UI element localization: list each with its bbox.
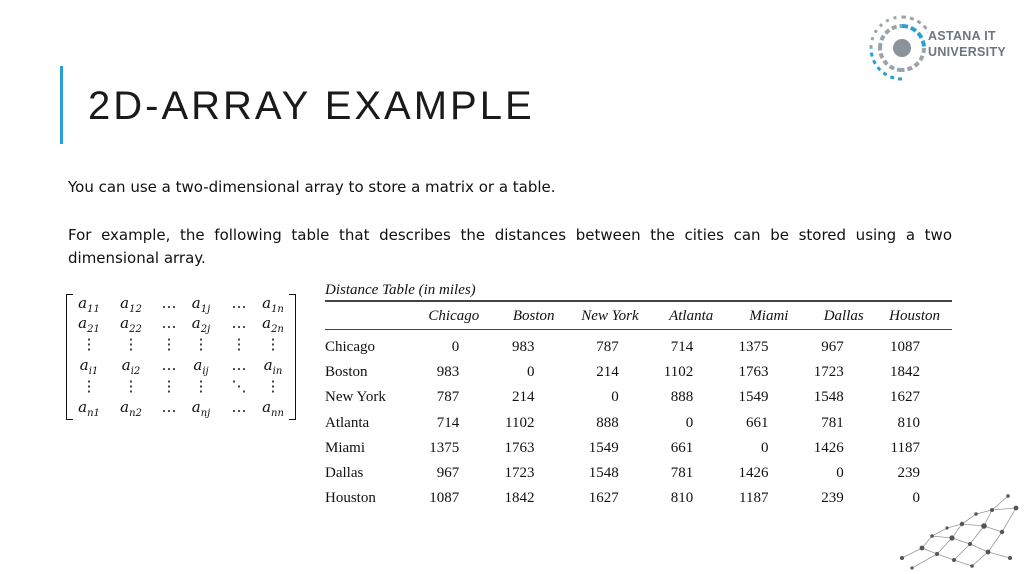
distance-cell: 1627 — [890, 389, 920, 406]
matrix-right-bracket — [289, 294, 296, 420]
table-top-rule — [325, 300, 952, 302]
matrix-cell: ⋮ — [161, 335, 177, 353]
distance-cell: 0 — [912, 490, 920, 507]
distance-cell: 1187 — [890, 439, 920, 456]
distance-cell: 0 — [685, 414, 694, 431]
distance-cell: 1549 — [738, 389, 769, 406]
table-row — [325, 385, 952, 410]
table-row — [325, 411, 952, 436]
distance-table — [325, 305, 952, 511]
matrix-cell: ⋮ — [81, 377, 97, 395]
distance-cell: 983 — [511, 339, 535, 356]
matrix-cell: $a_{11}$ — [78, 294, 100, 315]
distance-cell: 1426 — [738, 465, 769, 482]
matrix-cell: ⋮ — [265, 377, 281, 395]
matrix-cell: $a_{ij}$ — [193, 356, 209, 377]
table-row — [325, 486, 952, 511]
distance-cell: 1548 — [588, 465, 619, 482]
matrix-cell: ⋮ — [161, 377, 177, 395]
matrix-cell: $a_{nn}$ — [262, 398, 284, 419]
header-cell: New York — [581, 307, 639, 324]
distance-cell: 1087 — [429, 490, 460, 507]
matrix-cell: … — [231, 356, 247, 374]
distance-cell: 810 — [670, 490, 694, 507]
matrix-cell: ⋮ — [231, 335, 247, 353]
network-decoration-icon — [892, 488, 1022, 572]
row-city-label: Miami — [325, 439, 365, 456]
matrix-cell: ⋮ — [193, 335, 209, 353]
matrix-cell: $a_{1j}$ — [191, 294, 211, 315]
matrix-cell: $a_{i2}$ — [121, 356, 141, 377]
distance-cell: 239 — [897, 465, 920, 482]
university-logo — [866, 8, 1016, 86]
table-row — [325, 327, 952, 360]
distance-cell: 714 — [670, 339, 694, 356]
distance-cell: 1842 — [890, 364, 920, 381]
row-city-label: Boston — [325, 364, 368, 381]
matrix-cell: $a_{22}$ — [120, 314, 142, 335]
distance-cell: 781 — [670, 465, 694, 482]
generic-matrix — [66, 294, 296, 420]
matrix-cell: … — [161, 356, 177, 374]
table-row — [325, 461, 952, 486]
header-cell — [325, 305, 415, 327]
distance-cell: 1426 — [813, 439, 844, 456]
distance-cell: 787 — [596, 339, 619, 356]
distance-cell: 1842 — [504, 490, 535, 507]
logo-line2: UNIVERSITY — [928, 45, 1007, 59]
intro-text: You can use a two-dimensional array to store a matrix or a table. — [68, 178, 556, 196]
header-cell: Miami — [749, 307, 789, 324]
matrix-cell: … — [231, 314, 247, 332]
distance-cell: 888 — [670, 389, 694, 406]
distance-cell: 0 — [760, 439, 769, 456]
distance-cell: 0 — [611, 389, 619, 406]
distance-cell: 888 — [596, 414, 619, 431]
matrix-cell: … — [161, 314, 177, 332]
matrix-cell: ⋮ — [265, 335, 281, 353]
distance-cell: 661 — [745, 414, 769, 431]
distance-cell: 714 — [436, 414, 460, 431]
matrix-cell: … — [231, 294, 247, 312]
distance-cell: 0 — [526, 364, 535, 381]
distance-cell: 1187 — [739, 490, 769, 507]
distance-cell: 781 — [821, 414, 844, 431]
matrix-cell: $a_{2j}$ — [191, 314, 211, 335]
matrix-cell: $a_{21}$ — [78, 314, 100, 335]
distance-cell: 214 — [511, 389, 535, 406]
header-cell: Houston — [889, 307, 940, 324]
header-cell: Atlanta — [669, 307, 714, 324]
matrix-cell: ⋮ — [193, 377, 209, 395]
distance-cell: 1723 — [813, 364, 844, 381]
matrix-cell: $a_{2n}$ — [262, 314, 284, 335]
matrix-cell: $a_{nj}$ — [191, 398, 211, 419]
row-city-label: Dallas — [325, 465, 364, 482]
distance-cell: 1087 — [890, 339, 920, 356]
distance-cell: 239 — [821, 490, 844, 507]
distance-cell: 1627 — [588, 490, 619, 507]
distance-cell: 983 — [436, 364, 460, 381]
distance-cell: 967 — [436, 465, 460, 482]
distance-cell: 1102 — [505, 414, 535, 431]
distance-cell: 967 — [821, 339, 844, 356]
row-city-label: Atlanta — [325, 414, 370, 431]
row-city-label: Chicago — [325, 339, 375, 356]
table-row — [325, 360, 952, 385]
distance-cell: 1102 — [663, 364, 694, 381]
logo-emblem-icon — [866, 8, 928, 86]
matrix-cell: $a_{in}$ — [263, 356, 283, 377]
distance-cell: 787 — [436, 389, 460, 406]
distance-cell: 1375 — [429, 439, 460, 456]
body-paragraph: For example, the following table that describes the distances between the cities can be stored using a two dimensional array. — [68, 226, 952, 267]
logo-text — [928, 28, 1006, 60]
matrix-cell: ⋱ — [231, 377, 247, 395]
matrix-cell: $a_{i1}$ — [79, 356, 99, 377]
matrix-cell: $a_{12}$ — [120, 294, 142, 315]
distance-cell: 1549 — [588, 439, 619, 456]
distance-cell: 1375 — [738, 339, 769, 356]
distance-cell: 0 — [451, 339, 460, 356]
header-cell: Chicago — [428, 307, 480, 324]
distance-cell: 1723 — [504, 465, 535, 482]
distance-cell: 661 — [670, 439, 694, 456]
matrix-cell: $a_{n2}$ — [120, 398, 142, 419]
matrix-cell: … — [231, 398, 247, 416]
table-caption: Distance Table (in miles) — [325, 282, 476, 298]
matrix-cell: … — [161, 398, 177, 416]
logo-line1: ASTANA IT — [928, 29, 996, 43]
distance-cell: 214 — [596, 364, 619, 381]
slide-title: 2D-ARRAY EXAMPLE — [88, 84, 535, 128]
matrix-cell: ⋮ — [123, 377, 139, 395]
matrix-cell: ⋮ — [81, 335, 97, 353]
distance-cell: 1548 — [813, 389, 844, 406]
distance-cell: 1763 — [504, 439, 535, 456]
matrix-cell: ⋮ — [123, 335, 139, 353]
matrix-cell: $a_{1n}$ — [262, 294, 284, 315]
distance-cell: 1763 — [738, 364, 769, 381]
table-row — [325, 436, 952, 461]
header-cell: Boston — [512, 307, 555, 324]
distance-cell: 0 — [836, 465, 844, 482]
matrix-cell: … — [161, 294, 177, 312]
distance-cell: 810 — [897, 414, 920, 431]
title-accent-bar — [60, 66, 63, 144]
row-city-label: New York — [325, 389, 386, 406]
row-city-label: Houston — [325, 490, 376, 507]
table-header-row — [325, 305, 952, 327]
matrix-cell: $a_{n1}$ — [78, 398, 100, 419]
header-cell: Dallas — [823, 307, 864, 324]
